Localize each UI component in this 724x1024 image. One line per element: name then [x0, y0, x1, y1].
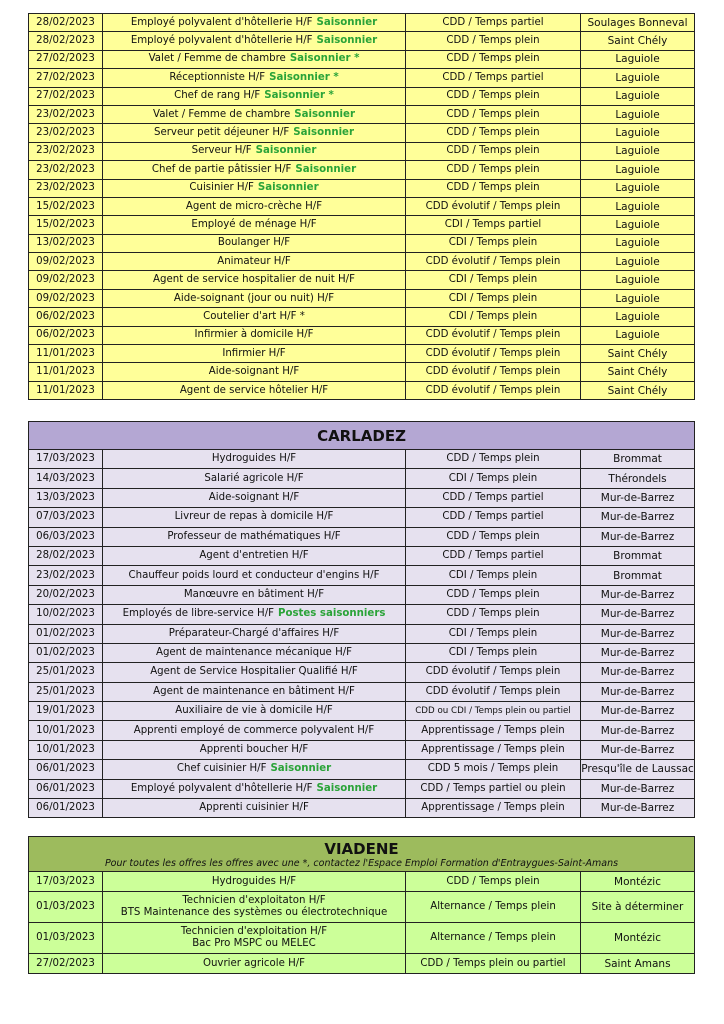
location-cell: Saint Chély: [581, 32, 695, 50]
date-cell: 27/02/2023: [29, 87, 103, 105]
contract-cell: CDD / Temps plein: [406, 124, 581, 142]
contract-cell: Apprentissage / Temps plein: [406, 721, 581, 740]
job-title-cell: [103, 923, 406, 954]
job-title: Serveur H/F: [191, 145, 252, 157]
table-row: [29, 124, 695, 142]
job-title-cell: [103, 508, 406, 527]
contract-cell: CDD évolutif / Temps plein: [406, 197, 581, 215]
contract-cell: CDD / Temps plein: [406, 585, 581, 604]
contract-cell: CDD / Temps plein: [406, 161, 581, 179]
contract-cell: CDD / Temps plein: [406, 50, 581, 68]
job-title-cell: [103, 124, 406, 142]
job-title-cell: [103, 527, 406, 546]
contract-cell: CDD / Temps plein: [406, 105, 581, 123]
location-cell: Laguiole: [581, 326, 695, 344]
job-title-cell: [103, 702, 406, 721]
location-cell: Mur-de-Barrez: [581, 740, 695, 759]
section-title-carladez: CARLADEZ: [29, 422, 695, 450]
date-cell: 09/02/2023: [29, 289, 103, 307]
job-title-cell: [103, 326, 406, 344]
location-cell: Saint Chély: [581, 381, 695, 399]
date-cell: 28/02/2023: [29, 32, 103, 50]
date-cell: 20/02/2023: [29, 585, 103, 604]
job-title-cell: [103, 179, 406, 197]
contract-cell: CDI / Temps plein: [406, 624, 581, 643]
job-title-cell: [103, 624, 406, 643]
date-cell: 23/02/2023: [29, 124, 103, 142]
date-cell: 27/02/2023: [29, 954, 103, 974]
seasonal-tag: Saisonnier: [270, 763, 332, 775]
location-cell: Laguiole: [581, 50, 695, 68]
job-title: Cuisinier H/F: [189, 182, 254, 194]
date-cell: 23/02/2023: [29, 105, 103, 123]
contract-cell: CDD ou CDI / Temps plein ou partiel: [406, 702, 581, 721]
location-cell: Brommat: [581, 546, 695, 565]
date-cell: 06/03/2023: [29, 527, 103, 546]
date-cell: 23/02/2023: [29, 161, 103, 179]
date-cell: 06/01/2023: [29, 760, 103, 779]
date-cell: 10/01/2023: [29, 721, 103, 740]
table-row: [29, 161, 695, 179]
contract-cell: CDD / Temps plein: [406, 179, 581, 197]
job-title: Agent de Service Hospitalier Qualifié H/F: [150, 666, 358, 678]
job-title: Employé de ménage H/F: [191, 218, 317, 230]
contract-cell: CDD / Temps partiel: [406, 546, 581, 565]
job-title: Chef cuisinier H/F: [176, 763, 267, 775]
job-title: Agent d'entretien H/F: [199, 550, 309, 562]
location-cell: Laguiole: [581, 105, 695, 123]
location-cell: Mur-de-Barrez: [581, 779, 695, 798]
job-title-cell: [103, 488, 406, 507]
contract-cell: CDI / Temps plein: [406, 271, 581, 289]
date-cell: 10/02/2023: [29, 605, 103, 624]
job-title-cell: [103, 450, 406, 469]
job-title: Agent de service hôtelier H/F: [179, 384, 329, 396]
table-row: [29, 381, 695, 399]
table-row: [29, 253, 695, 271]
location-cell: Mur-de-Barrez: [581, 508, 695, 527]
job-title: Employé polyvalent d'hôtellerie H/F: [130, 782, 313, 794]
table-row: [29, 508, 695, 527]
job-title: Chauffeur poids lourd et conducteur d'engins H/F: [128, 569, 380, 581]
table-row: [29, 469, 695, 488]
seasonal-tag: Saisonnier: [293, 127, 354, 139]
job-title-cell: [103, 50, 406, 68]
table-row: [29, 779, 695, 798]
table-row: [29, 740, 695, 759]
date-cell: 23/02/2023: [29, 142, 103, 160]
job-title: Auxiliaire de vie à domicile H/F: [175, 705, 333, 717]
date-cell: 13/03/2023: [29, 488, 103, 507]
job-title: Agent de maintenance mécanique H/F: [155, 647, 353, 659]
table-row: [29, 585, 695, 604]
location-cell: Mur-de-Barrez: [581, 702, 695, 721]
job-title: Serveur petit déjeuner H/F: [154, 127, 290, 139]
job-title: Salarié agricole H/F: [204, 472, 304, 484]
table-row: [29, 271, 695, 289]
table-row: [29, 14, 695, 32]
date-cell: 28/02/2023: [29, 546, 103, 565]
date-cell: 25/01/2023: [29, 663, 103, 682]
job-title: Agent de maintenance en bâtiment H/F: [153, 685, 355, 697]
job-title: Ouvrier agricole H/F: [202, 957, 306, 969]
table-row: [29, 179, 695, 197]
date-cell: 13/02/2023: [29, 234, 103, 252]
contract-cell: CDD évolutif / Temps plein: [406, 363, 581, 381]
contract-cell: CDI / Temps plein: [406, 469, 581, 488]
table-row: [29, 105, 695, 123]
job-title-cell: [103, 799, 406, 818]
location-cell: Mur-de-Barrez: [581, 721, 695, 740]
location-cell: Laguiole: [581, 234, 695, 252]
location-cell: Laguiole: [581, 289, 695, 307]
seasonal-tag: Saisonnier *: [264, 90, 334, 102]
date-cell: 01/02/2023: [29, 643, 103, 662]
seasonal-tag: Saisonnier: [316, 782, 378, 794]
location-cell: Laguiole: [581, 308, 695, 326]
job-title: Aide-soignant H/F: [208, 366, 300, 378]
job-title: Chef de rang H/F: [174, 90, 261, 102]
table-row: [29, 721, 695, 740]
date-cell: 23/02/2023: [29, 179, 103, 197]
table-row: [29, 450, 695, 469]
job-title: Livreur de repas à domicile H/F: [174, 511, 334, 523]
location-cell: Laguiole: [581, 179, 695, 197]
location-cell: Thérondels: [581, 469, 695, 488]
date-cell: 11/01/2023: [29, 345, 103, 363]
table-row: [29, 892, 695, 923]
job-title-cell: [103, 740, 406, 759]
job-title-cell: [103, 234, 406, 252]
job-requirement: Bac Pro MSPC ou MELEC: [192, 938, 316, 949]
table-section-1: [28, 13, 695, 400]
location-cell: Laguiole: [581, 253, 695, 271]
location-cell: Saint Chély: [581, 363, 695, 381]
date-cell: 25/01/2023: [29, 682, 103, 701]
date-cell: 06/01/2023: [29, 799, 103, 818]
job-title: Animateur H/F: [217, 255, 291, 267]
job-title-cell: [103, 605, 406, 624]
location-cell: Laguiole: [581, 197, 695, 215]
location-cell: Site à déterminer: [581, 892, 695, 923]
table-row: [29, 50, 695, 68]
contract-cell: CDD / Temps plein ou partiel: [406, 954, 581, 974]
table-row: [29, 345, 695, 363]
job-title: Technicien d'exploitaton H/F: [182, 895, 326, 906]
table-row: [29, 546, 695, 565]
seasonal-tag: Saisonnier: [316, 35, 378, 47]
date-cell: 15/02/2023: [29, 197, 103, 215]
date-cell: 01/02/2023: [29, 624, 103, 643]
contract-cell: CDD / Temps plein: [406, 527, 581, 546]
location-cell: Mur-de-Barrez: [581, 527, 695, 546]
location-cell: Mur-de-Barrez: [581, 605, 695, 624]
table-carladez: [28, 421, 695, 818]
job-title-cell: [103, 872, 406, 892]
table-viadene: [28, 836, 695, 974]
date-cell: 17/03/2023: [29, 450, 103, 469]
contract-cell: CDD / Temps partiel: [406, 69, 581, 87]
contract-cell: CDD / Temps plein: [406, 32, 581, 50]
location-cell: Laguiole: [581, 216, 695, 234]
date-cell: 27/02/2023: [29, 69, 103, 87]
seasonal-tag: Saisonnier *: [289, 53, 360, 65]
date-cell: 10/01/2023: [29, 740, 103, 759]
date-cell: 27/02/2023: [29, 50, 103, 68]
seasonal-tag: Postes saisonniers: [278, 608, 386, 620]
seasonal-tag: Saisonnier: [295, 163, 357, 175]
section-note-viadene: Pour toutes les offres les offres avec une *, contactez l'Espace Emploi Formation d'Entraygues-Saint-Amans: [104, 857, 619, 869]
job-title: Apprenti boucher H/F: [199, 744, 309, 756]
contract-cell: CDD / Temps partiel: [406, 14, 581, 32]
location-cell: Mur-de-Barrez: [581, 643, 695, 662]
job-title: Hydroguides H/F: [211, 453, 297, 465]
contract-cell: CDI / Temps plein: [406, 643, 581, 662]
job-title-cell: [103, 105, 406, 123]
job-title-cell: [103, 566, 406, 585]
table-row: [29, 308, 695, 326]
job-title: Chef de partie pâtissier H/F: [151, 163, 292, 175]
date-cell: 14/03/2023: [29, 469, 103, 488]
job-title: Infirmier H/F: [222, 347, 286, 359]
contract-cell: CDD évolutif / Temps plein: [406, 345, 581, 363]
contract-cell: Apprentissage / Temps plein: [406, 740, 581, 759]
job-title-cell: [103, 308, 406, 326]
contract-cell: CDD / Temps plein: [406, 142, 581, 160]
date-cell: 09/02/2023: [29, 253, 103, 271]
contract-cell: CDD / Temps plein: [406, 450, 581, 469]
seasonal-tag: Saisonnier: [257, 182, 319, 194]
job-title-cell: [103, 892, 406, 923]
date-cell: 11/01/2023: [29, 363, 103, 381]
job-title: Préparateur-Chargé d'affaires H/F: [168, 627, 340, 639]
job-requirement: BTS Maintenance des systèmes ou électrotechnique: [120, 907, 388, 918]
job-title: Agent de service hospitalier de nuit H/F: [153, 274, 355, 286]
table-row: [29, 643, 695, 662]
location-cell: Presqu'île de Laussac: [581, 760, 695, 779]
table-row: [29, 87, 695, 105]
job-title: Hydroguides H/F: [211, 875, 297, 887]
job-title-cell: [103, 363, 406, 381]
location-cell: Mur-de-Barrez: [581, 799, 695, 818]
contract-cell: CDD évolutif / Temps plein: [406, 253, 581, 271]
job-title-cell: [103, 721, 406, 740]
job-title: Apprenti cuisinier H/F: [199, 802, 309, 814]
location-cell: Laguiole: [581, 142, 695, 160]
date-cell: 06/01/2023: [29, 779, 103, 798]
table-row: [29, 32, 695, 50]
location-cell: Mur-de-Barrez: [581, 663, 695, 682]
table-row: [29, 799, 695, 818]
contract-cell: CDD / Temps partiel ou plein: [406, 779, 581, 798]
job-title: Aide-soignant H/F: [208, 491, 300, 503]
date-cell: 28/02/2023: [29, 14, 103, 32]
contract-cell: Alternance / Temps plein: [406, 892, 581, 923]
job-title-cell: [103, 216, 406, 234]
contract-cell: CDD / Temps partiel: [406, 508, 581, 527]
date-cell: 01/03/2023: [29, 892, 103, 923]
date-cell: 06/02/2023: [29, 326, 103, 344]
date-cell: 11/01/2023: [29, 381, 103, 399]
job-title-cell: [103, 546, 406, 565]
job-title-cell: [103, 14, 406, 32]
table-row: [29, 326, 695, 344]
contract-cell: CDD 5 mois / Temps plein: [406, 760, 581, 779]
date-cell: 07/03/2023: [29, 508, 103, 527]
job-title: Aide-soignant (jour ou nuit) H/F: [173, 292, 335, 304]
table-row: [29, 488, 695, 507]
location-cell: Saint Amans: [581, 954, 695, 974]
contract-cell: CDD évolutif / Temps plein: [406, 663, 581, 682]
section-header-viadene: [29, 837, 695, 872]
job-title-cell: [103, 760, 406, 779]
table-row: [29, 682, 695, 701]
seasonal-tag: Saisonnier: [255, 145, 317, 157]
table-row: [29, 69, 695, 87]
job-title-cell: [103, 161, 406, 179]
table-row: [29, 234, 695, 252]
contract-cell: CDI / Temps partiel: [406, 216, 581, 234]
location-cell: Mur-de-Barrez: [581, 682, 695, 701]
contract-cell: CDD évolutif / Temps plein: [406, 682, 581, 701]
contract-cell: CDD / Temps plein: [406, 87, 581, 105]
contract-cell: CDI / Temps plein: [406, 289, 581, 307]
job-title-cell: [103, 643, 406, 662]
job-title-cell: [103, 345, 406, 363]
job-title: Valet / Femme de chambre: [153, 108, 291, 120]
location-cell: Mur-de-Barrez: [581, 488, 695, 507]
job-title-cell: [103, 663, 406, 682]
table-row: [29, 760, 695, 779]
location-cell: Mur-de-Barrez: [581, 624, 695, 643]
location-cell: Brommat: [581, 450, 695, 469]
seasonal-tag: Saisonnier: [294, 108, 355, 120]
contract-cell: CDD / Temps partiel: [406, 488, 581, 507]
contract-cell: CDD évolutif / Temps plein: [406, 381, 581, 399]
date-cell: 23/02/2023: [29, 566, 103, 585]
job-title: Boulanger H/F: [217, 237, 291, 249]
job-title: Apprenti employé de commerce polyvalent H/F: [133, 724, 375, 736]
job-title-cell: [103, 253, 406, 271]
contract-cell: CDI / Temps plein: [406, 234, 581, 252]
location-cell: Montézic: [581, 923, 695, 954]
date-cell: 01/03/2023: [29, 923, 103, 954]
contract-cell: CDI / Temps plein: [406, 308, 581, 326]
table-row: [29, 197, 695, 215]
date-cell: 06/02/2023: [29, 308, 103, 326]
contract-cell: Apprentissage / Temps plein: [406, 799, 581, 818]
table-row: [29, 216, 695, 234]
job-title: Agent de micro-crèche H/F: [185, 200, 323, 212]
date-cell: 15/02/2023: [29, 216, 103, 234]
job-title-cell: [103, 197, 406, 215]
job-title: Technicien d'exploitation H/F: [180, 926, 328, 937]
job-title-cell: [103, 682, 406, 701]
date-cell: 09/02/2023: [29, 271, 103, 289]
contract-cell: CDD / Temps plein: [406, 605, 581, 624]
table-row: [29, 289, 695, 307]
table-row: [29, 702, 695, 721]
location-cell: Montézic: [581, 872, 695, 892]
location-cell: Laguiole: [581, 124, 695, 142]
job-title: Valet / Femme de chambre: [148, 53, 286, 65]
contract-cell: CDD évolutif / Temps plein: [406, 326, 581, 344]
job-title-cell: [103, 381, 406, 399]
section-title-viadene: VIADENE: [324, 839, 399, 858]
job-title-cell: [103, 954, 406, 974]
date-cell: 17/03/2023: [29, 872, 103, 892]
job-title-cell: [103, 289, 406, 307]
contract-cell: CDD / Temps plein: [406, 872, 581, 892]
job-title-cell: [103, 142, 406, 160]
job-title: Professeur de mathématiques H/F: [167, 530, 341, 542]
table-row: [29, 954, 695, 974]
date-cell: 19/01/2023: [29, 702, 103, 721]
job-title: Employé polyvalent d'hôtellerie H/F: [130, 16, 313, 28]
job-title-cell: [103, 32, 406, 50]
contract-cell: CDI / Temps plein: [406, 566, 581, 585]
table-row: [29, 142, 695, 160]
job-title: Réceptionniste H/F: [169, 71, 266, 83]
job-title: Manœuvre en bâtiment H/F: [183, 588, 325, 600]
job-title: Employés de libre-service H/F: [122, 608, 274, 620]
table-row: [29, 605, 695, 624]
table-row: [29, 527, 695, 546]
job-title-cell: [103, 469, 406, 488]
location-cell: Saint Chély: [581, 345, 695, 363]
location-cell: Soulages Bonneval: [581, 14, 695, 32]
job-title-cell: [103, 585, 406, 604]
table-row: [29, 663, 695, 682]
job-title-cell: [103, 779, 406, 798]
table-row: [29, 566, 695, 585]
location-cell: Mur-de-Barrez: [581, 585, 695, 604]
table-row: [29, 624, 695, 643]
seasonal-tag: Saisonnier *: [269, 71, 339, 83]
location-cell: Laguiole: [581, 161, 695, 179]
location-cell: Brommat: [581, 566, 695, 585]
table-row: [29, 923, 695, 954]
job-title: Employé polyvalent d'hôtellerie H/F: [130, 35, 313, 47]
contract-cell: Alternance / Temps plein: [406, 923, 581, 954]
job-title: Infirmier à domicile H/F: [194, 329, 314, 341]
location-cell: Laguiole: [581, 69, 695, 87]
seasonal-tag: Saisonnier: [316, 16, 378, 28]
location-cell: Laguiole: [581, 271, 695, 289]
job-title-cell: [103, 271, 406, 289]
table-row: [29, 872, 695, 892]
location-cell: Laguiole: [581, 87, 695, 105]
table-row: [29, 363, 695, 381]
job-title: Coutelier d'art H/F *: [203, 310, 305, 322]
job-title-cell: [103, 69, 406, 87]
job-title-cell: [103, 87, 406, 105]
